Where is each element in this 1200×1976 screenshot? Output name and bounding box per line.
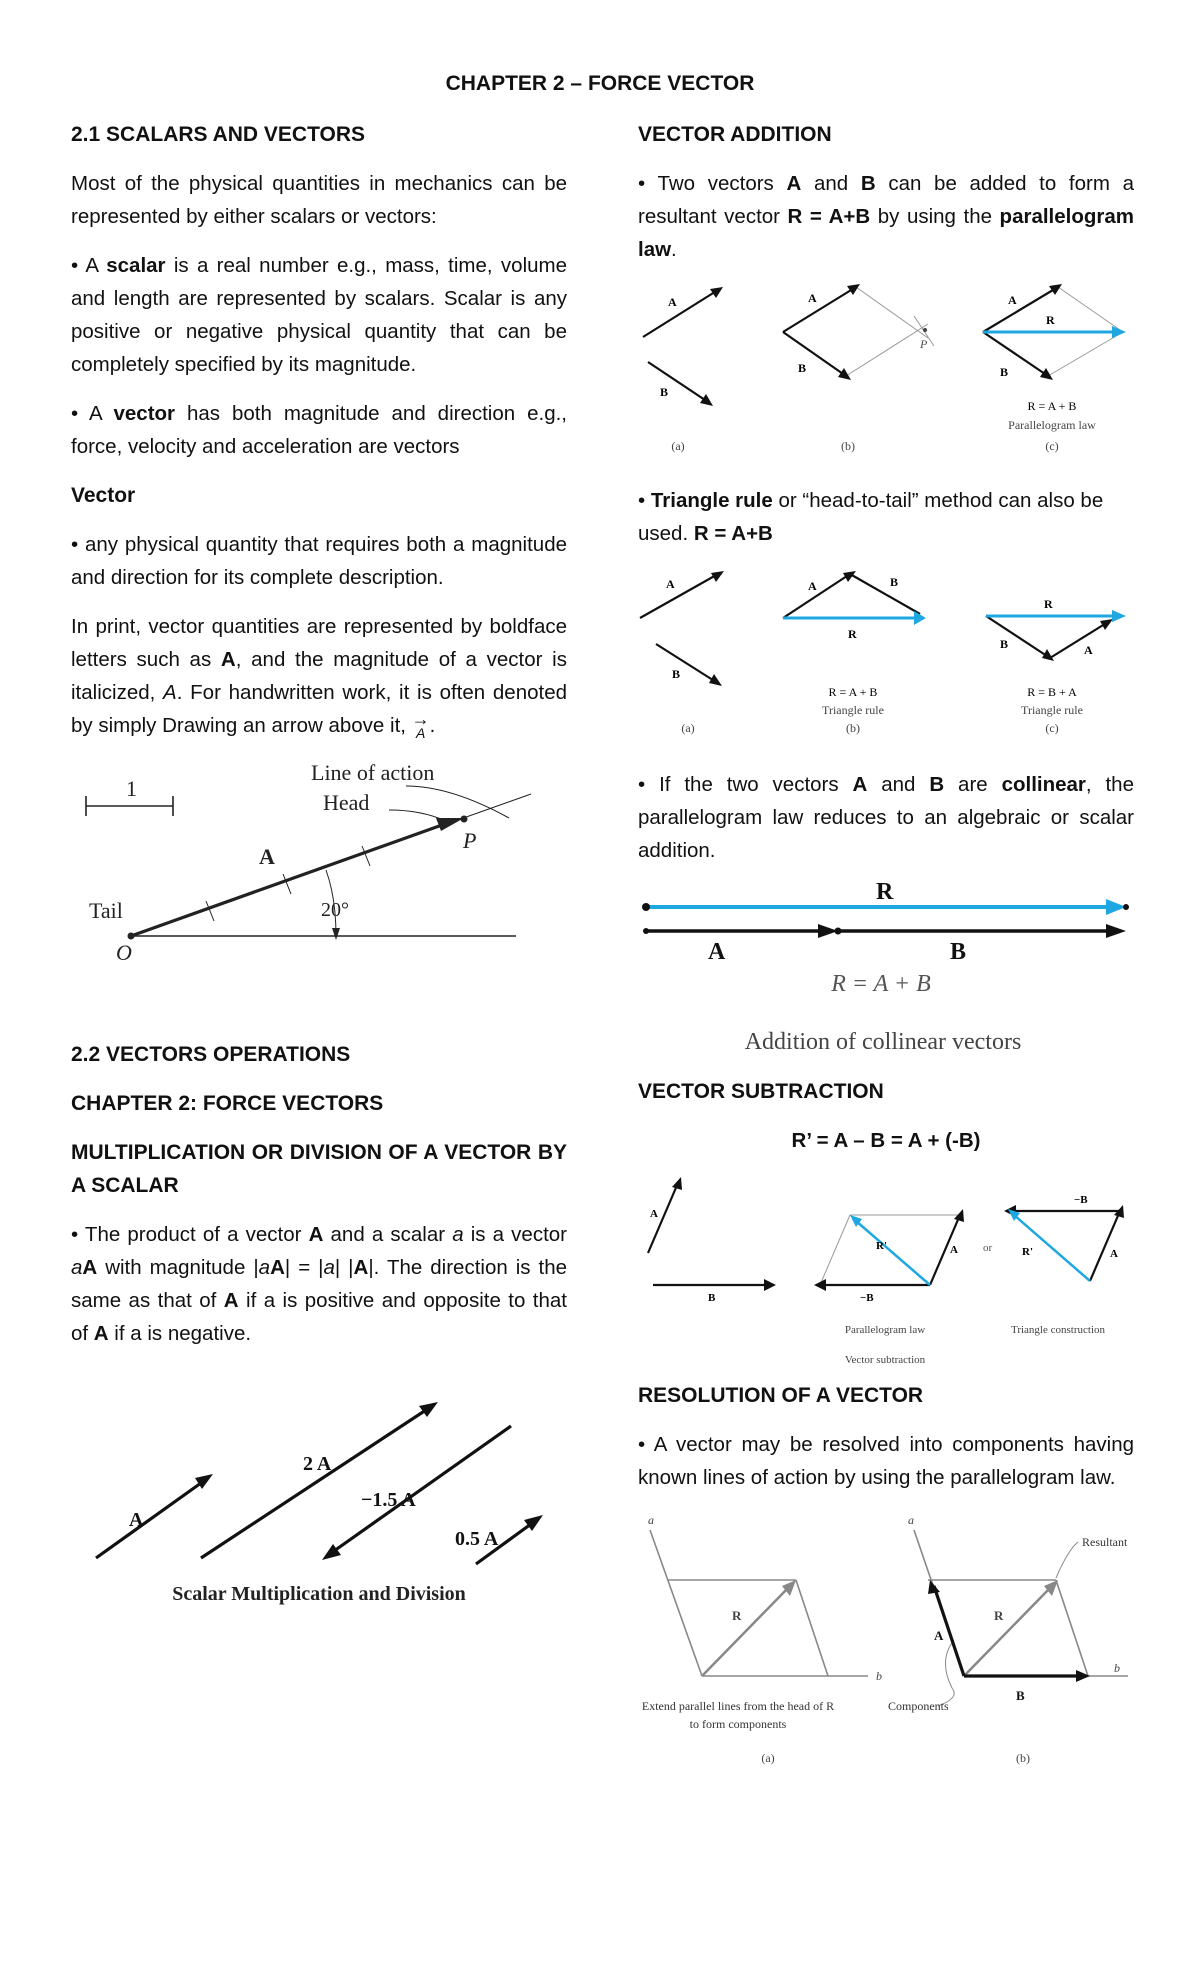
fig-label-c: (c) xyxy=(1045,439,1059,453)
res-b-label-b: B xyxy=(1016,1688,1025,1703)
line-of-action-label: Line of action xyxy=(311,760,435,785)
tri-label-c: (c) xyxy=(1045,721,1059,735)
res-b-line-b: b xyxy=(1114,1661,1120,1675)
collinear-paragraph: • If the two vectors A and B are collinear, the parallelogram law reduces to an algebraic or scalar addition. xyxy=(638,773,1134,862)
collinear-figure xyxy=(638,883,1134,1059)
tri-c-label-b: B xyxy=(1000,637,1009,651)
resolution-paragraph: • A vector may be resolved into components having known lines of action by using the parallelogram law. xyxy=(638,1433,1134,1489)
tri-c-rule: Triangle rule xyxy=(1021,703,1083,717)
vector-addition-heading: VECTOR ADDITION xyxy=(638,123,832,146)
fig-label-b: (b) xyxy=(841,439,855,453)
collinear-label-a: A xyxy=(708,939,726,965)
sub-caption-vs: Vector subtraction xyxy=(844,1354,926,1366)
right-column xyxy=(638,118,1134,1796)
sub-label-a3: A xyxy=(1110,1248,1118,1260)
sub-caption-tri: Triangle construction xyxy=(1011,1324,1105,1336)
fig-c-law: Parallelogram law xyxy=(1008,418,1096,432)
vector-subtraction-heading: VECTOR SUBTRACTION xyxy=(638,1080,884,1103)
section-heading-scalars-vectors: 2.1 SCALARS AND VECTORS xyxy=(71,123,366,146)
res-label-b: (b) xyxy=(1016,1751,1030,1765)
resolution-heading: RESOLUTION OF A VECTOR xyxy=(638,1384,924,1407)
tri-b-rule: Triangle rule xyxy=(822,703,884,717)
arrow-notation: → xyxy=(411,709,430,729)
chapter-subheading: CHAPTER 2: FORCE VECTORS xyxy=(71,1092,384,1115)
sub-label-or: or xyxy=(983,1242,993,1254)
sub-label-a: A xyxy=(650,1208,658,1220)
resolution-figure xyxy=(638,1510,1134,1780)
res-a-label-r: R xyxy=(732,1608,742,1623)
label-2a: 2 A xyxy=(303,1453,332,1475)
sub-label-negb: −B xyxy=(860,1292,874,1304)
sub-caption-para: Parallelogram law xyxy=(844,1324,926,1336)
fig-a-label-a: A xyxy=(668,295,677,309)
collinear-label-b: B xyxy=(950,939,967,965)
tri-b-label-a: A xyxy=(808,579,817,593)
vector-definition: • any physical quantity that requires both a magnitude and direction for its complete description. xyxy=(71,533,567,589)
fig-c-equation: R = A + B xyxy=(1027,399,1077,413)
multiplication-paragraph: • The product of a vector A and a scalar a is a vector aA with magnitude |aA| = |a| |A|. The direction is the same as that of A if a is positive and opposite to that of A if a is negative. xyxy=(71,1223,568,1345)
tri-c-equation: R = B + A xyxy=(1027,685,1077,699)
fig-label-a: (a) xyxy=(671,439,685,453)
page-title: CHAPTER 2 – FORCE VECTOR xyxy=(445,72,755,95)
res-a-line-b: b xyxy=(876,1669,882,1683)
scalar-multiplication-figure xyxy=(71,1398,567,1618)
tri-a-label-b: B xyxy=(672,667,681,681)
res-b-label-r: R xyxy=(994,1608,1004,1623)
vector-a-label: A xyxy=(259,844,275,869)
fig-a-label-b: B xyxy=(660,385,669,399)
figure-caption: Scalar Multiplication and Division xyxy=(172,1583,466,1605)
angle-label: 20° xyxy=(321,899,349,921)
tri-label-b: (b) xyxy=(846,721,860,735)
sub-label-a2: A xyxy=(950,1244,958,1256)
intro-paragraph: Most of the physical quantities in mechanics can be represented by either scalars or vectors: xyxy=(71,172,567,228)
tri-label-a: (a) xyxy=(681,721,695,735)
tri-a-label-a: A xyxy=(666,577,675,591)
triangle-rule-figure xyxy=(638,566,1134,752)
fig-c-label-a: A xyxy=(1008,293,1017,307)
res-b-components: Components xyxy=(888,1699,949,1713)
tri-b-equation: R = A + B xyxy=(828,685,878,699)
label-0-5a: 0.5 A xyxy=(455,1528,499,1550)
multiplication-heading: MULTIPLICATION OR DIVISION OF A VECTOR BY A SCALAR xyxy=(71,1141,567,1197)
triangle-rule-paragraph: • Triangle rule or “head-to-tail” method can also be used. R = A+B xyxy=(638,489,1104,545)
label-neg-1-5a: −1.5 A xyxy=(361,1489,416,1511)
sub-label-b: B xyxy=(708,1292,716,1304)
fig-b-label-p: P xyxy=(920,337,928,351)
collinear-caption: Addition of collinear vectors xyxy=(744,1029,1022,1055)
collinear-label-r: R xyxy=(876,883,894,905)
tail-label: Tail xyxy=(89,898,123,923)
res-caption-2: to form components xyxy=(689,1717,787,1731)
tri-c-label-a: A xyxy=(1084,643,1093,657)
addition-paragraph: • Two vectors A and B can be added to form a resultant vector R = A+B by using the parallelogram law. xyxy=(638,172,1134,261)
subtraction-equation: R’ = A – B = A + (-B) xyxy=(791,1129,981,1152)
sub-label-rprime: R' xyxy=(876,1240,887,1252)
head-label: Head xyxy=(323,790,370,815)
res-b-label-a: A xyxy=(934,1628,944,1643)
fig-b-label-a: A xyxy=(808,291,817,305)
scale-label: 1 xyxy=(126,776,137,801)
res-b-line-a: a xyxy=(908,1513,914,1527)
fig-b-label-b: B xyxy=(798,361,807,375)
label-a: A xyxy=(129,1509,144,1531)
res-caption-1: Extend parallel lines from the head of R xyxy=(641,1699,835,1713)
origin-label: O xyxy=(116,940,132,965)
sub-label-rprime2: R' xyxy=(1022,1246,1033,1258)
point-p-label: P xyxy=(463,828,477,853)
sub-label-negb2: −B xyxy=(1074,1194,1088,1206)
fig-c-label-r: R xyxy=(1046,313,1055,327)
left-column xyxy=(71,118,567,1634)
res-a-line-a: a xyxy=(648,1513,654,1527)
tri-b-label-r: R xyxy=(848,627,857,641)
res-label-a: (a) xyxy=(761,1751,775,1765)
parallelogram-figure xyxy=(638,282,1134,468)
print-paragraph: In print, vector quantities are represented by boldface letters such as A, and the magnitude of a vector is italicized, A. For handwritten work, it is often denoted by simply Drawing an arrow above it, → A . xyxy=(71,615,567,741)
vector-subheading: Vector xyxy=(71,484,136,507)
collinear-equation: R = A + B xyxy=(831,971,931,997)
fig-c-label-b: B xyxy=(1000,365,1009,379)
tri-c-label-r: R xyxy=(1044,597,1053,611)
subtraction-figure xyxy=(638,1173,1134,1369)
tri-b-label-b: B xyxy=(890,575,899,589)
scalar-paragraph: • A scalar is a real number e.g., mass, time, volume and length are represented by scalars. Scalar is any positive or negative physical quantity that can be completely specified by its magnitude. xyxy=(71,254,568,376)
vector-paragraph: • A vector has both magnitude and direction e.g., force, velocity and acceleration are vectors xyxy=(71,402,568,458)
section-heading-operations: 2.2 VECTORS OPERATIONS xyxy=(71,1043,351,1066)
res-b-resultant: Resultant xyxy=(1082,1535,1128,1549)
vector-anatomy-figure xyxy=(71,758,567,978)
